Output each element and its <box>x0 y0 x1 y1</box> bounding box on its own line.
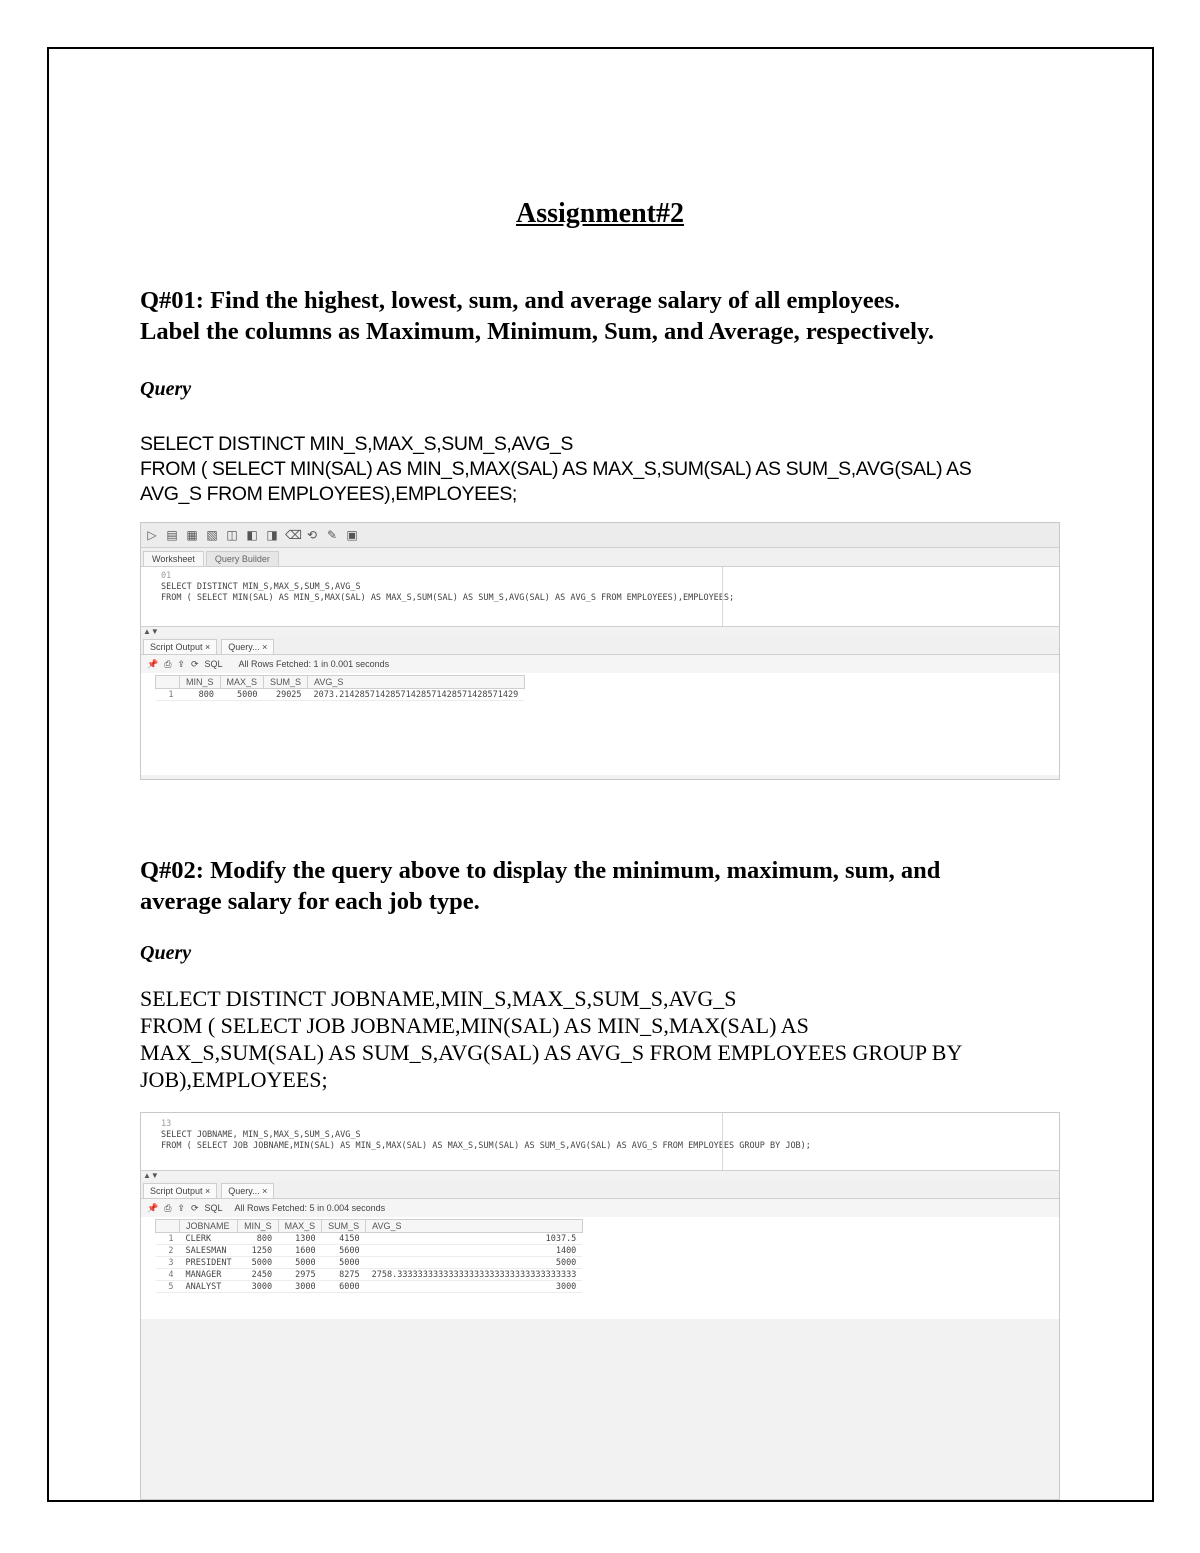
q1-screenshot <box>140 522 1060 780</box>
q2-sql-line: JOB),EMPLOYEES; <box>140 1067 328 1092</box>
line-number: 13 <box>161 1119 172 1129</box>
tab-worksheet[interactable]: Worksheet <box>143 551 204 566</box>
column-header[interactable]: MIN_S <box>238 1220 279 1233</box>
grid-cell[interactable]: 800 <box>180 689 221 701</box>
q2-query-label: Query <box>140 942 192 964</box>
code-line: FROM ( SELECT MIN(SAL) AS MIN_S,MAX(SAL) AS MAX_S,SUM(SAL) AS SUM_S,AVG(SAL) AS AVG_S FROM EMPLOYEES),EMPLOYEES; <box>161 593 735 603</box>
q1-result-status-bar <box>141 655 1059 673</box>
grid-header-row <box>156 1220 583 1233</box>
line-number: 01 <box>161 571 172 581</box>
grid-cell[interactable]: 3000 <box>278 1281 322 1293</box>
q2-sql-line: SELECT DISTINCT JOBNAME,MIN_S,MAX_S,SUM_S,AVG_S <box>140 986 737 1011</box>
refresh-icon[interactable]: ⟳ <box>190 658 199 669</box>
clear-icon[interactable]: ⌫ <box>285 528 302 542</box>
column-header[interactable]: MAX_S <box>278 1220 322 1233</box>
format-icon[interactable]: ✎ <box>326 528 338 542</box>
grid-cell[interactable]: 1250 <box>238 1245 279 1257</box>
row-number: 5 <box>156 1281 180 1293</box>
q2-result-status-bar <box>141 1199 1059 1217</box>
q1-output-tabs <box>141 637 1059 655</box>
tab-query-builder[interactable]: Query Builder <box>206 551 279 566</box>
refresh-icon[interactable]: ⟳ <box>190 1202 199 1213</box>
table-row[interactable] <box>156 1257 583 1269</box>
q2-question-line2: average salary for each job type. <box>140 888 480 915</box>
grid-cell[interactable]: 5000 <box>322 1257 366 1269</box>
row-number: 4 <box>156 1269 180 1281</box>
export-icon[interactable]: ⇪ <box>177 658 185 669</box>
q2-result-grid <box>141 1217 1059 1319</box>
grid-cell[interactable]: 2975 <box>278 1269 322 1281</box>
q1-sql-line: AVG_S FROM EMPLOYEES),EMPLOYEES; <box>140 483 517 505</box>
tab-script-output[interactable]: Script Output × <box>143 639 217 654</box>
q2-question-line1: Q#02: Modify the query above to display the minimum, maximum, sum, and <box>140 857 941 884</box>
grid-cell[interactable]: 1300 <box>278 1233 322 1245</box>
q1-sql <box>140 432 1060 507</box>
q1-result-grid <box>141 673 1059 775</box>
q2-sql <box>140 985 1060 1093</box>
q2-output-tabs <box>141 1181 1059 1199</box>
explain-icon[interactable]: ◫ <box>226 528 238 542</box>
commit-icon[interactable]: ▦ <box>186 528 198 542</box>
grid-cell[interactable]: 1600 <box>278 1245 322 1257</box>
pin-icon[interactable]: 📌 <box>147 658 159 669</box>
console-icon[interactable]: ▣ <box>346 528 358 542</box>
splitter-arrows-icon[interactable]: ▲▼ <box>143 1171 159 1180</box>
autotrace-icon[interactable]: ◧ <box>246 528 258 542</box>
table-row[interactable] <box>156 689 525 701</box>
row-number: 1 <box>156 1233 180 1245</box>
editor-margin-line <box>722 1113 723 1170</box>
grid-cell[interactable]: CLERK <box>180 1233 238 1245</box>
grid-cell[interactable]: 1037.5 <box>366 1233 583 1245</box>
grid-cell[interactable]: 4150 <box>322 1233 366 1245</box>
grid-cell[interactable]: 5000 <box>278 1257 322 1269</box>
sql-tuning-icon[interactable]: ◨ <box>266 528 278 542</box>
table-row[interactable] <box>156 1245 583 1257</box>
rollback-icon[interactable]: ▧ <box>206 528 218 542</box>
editor-margin-line <box>722 567 723 626</box>
grid-cell[interactable]: 5600 <box>322 1245 366 1257</box>
run-icon[interactable]: ▷ <box>147 528 157 542</box>
grid-header-row <box>156 676 525 689</box>
q2-result-table <box>155 1219 583 1293</box>
q2-sql-line: FROM ( SELECT JOB JOBNAME,MIN(SAL) AS MIN_S,MAX(SAL) AS <box>140 1013 809 1038</box>
grid-cell[interactable]: 3000 <box>366 1281 583 1293</box>
run-script-icon[interactable]: ▤ <box>166 528 178 542</box>
column-header[interactable]: JOBNAME <box>180 1220 238 1233</box>
row-number: 1 <box>156 689 180 701</box>
grid-cell[interactable]: PRESIDENT <box>180 1257 238 1269</box>
grid-cell[interactable]: 29025 <box>264 689 308 701</box>
grid-cell[interactable]: ANALYST <box>180 1281 238 1293</box>
grid-cell[interactable]: 5000 <box>220 689 264 701</box>
grid-cell[interactable]: 6000 <box>322 1281 366 1293</box>
row-number-header <box>156 676 180 689</box>
print-icon[interactable]: ⎙ <box>164 1202 172 1213</box>
column-header[interactable]: MAX_S <box>220 676 264 689</box>
export-icon[interactable]: ⇪ <box>177 1202 185 1213</box>
q2-screenshot <box>140 1112 1060 1500</box>
history-icon[interactable]: ⟲ <box>306 528 318 542</box>
print-icon[interactable]: ⎙ <box>164 658 172 669</box>
code-line: FROM ( SELECT JOB JOBNAME,MIN(SAL) AS MIN_S,MAX(SAL) AS MAX_S,SUM(SAL) AS SUM_S,AVG(SAL) AS AVG_S FROM EMPLOYEES GROUP BY JOB); <box>161 1141 811 1151</box>
q1-sql-line: SELECT DISTINCT MIN_S,MAX_S,SUM_S,AVG_S <box>140 433 574 455</box>
splitter-arrows-icon[interactable]: ▲▼ <box>143 627 159 636</box>
q1-question-line1: Q#01: Find the highest, lowest, sum, and average salary of all employees. <box>140 287 901 314</box>
grid-cell[interactable]: 2073.21428571428571428571428571428571429 <box>308 689 525 701</box>
q2-question <box>140 855 1060 917</box>
column-header[interactable]: SUM_S <box>322 1220 366 1233</box>
column-header[interactable]: AVG_S <box>366 1220 583 1233</box>
code-line: SELECT DISTINCT MIN_S,MAX_S,SUM_S,AVG_S <box>161 582 361 592</box>
q2-sql-line: MAX_S,SUM(SAL) AS SUM_S,AVG(SAL) AS AVG_S FROM EMPLOYEES GROUP BY <box>140 1040 963 1065</box>
column-header[interactable]: AVG_S <box>308 676 525 689</box>
column-header[interactable]: MIN_S <box>180 676 221 689</box>
sql-label[interactable]: SQL <box>204 1203 223 1213</box>
q1-query-label: Query <box>140 378 192 400</box>
line-number-row <box>141 1119 1059 1130</box>
table-row[interactable] <box>156 1281 583 1293</box>
table-row[interactable] <box>156 1233 583 1245</box>
row-number: 2 <box>156 1245 180 1257</box>
tab-query-result[interactable]: Query... × <box>221 639 274 654</box>
code-line: SELECT JOBNAME, MIN_S,MAX_S,SUM_S,AVG_S <box>161 1130 361 1140</box>
pin-icon[interactable]: 📌 <box>147 1202 159 1213</box>
sql-label[interactable]: SQL <box>204 659 223 669</box>
grid-cell[interactable]: SALESMAN <box>180 1245 238 1257</box>
q1-toolbar <box>141 523 1059 548</box>
q1-editor[interactable] <box>141 567 1059 627</box>
grid-cell[interactable]: 5000 <box>366 1257 583 1269</box>
table-row[interactable] <box>156 1269 583 1281</box>
fetch-status: All Rows Fetched: 1 in 0.001 seconds <box>238 659 390 669</box>
grid-cell[interactable]: 2450 <box>238 1269 279 1281</box>
q1-sql-line: FROM ( SELECT MIN(SAL) AS MIN_S,MAX(SAL) AS MAX_S,SUM(SAL) AS SUM_S,AVG(SAL) AS <box>140 458 972 480</box>
fetch-status: All Rows Fetched: 5 in 0.004 seconds <box>234 1203 386 1213</box>
grid-cell[interactable]: 3000 <box>238 1281 279 1293</box>
q1-question <box>140 285 1060 347</box>
row-number-header <box>156 1220 180 1233</box>
grid-cell[interactable]: MANAGER <box>180 1269 238 1281</box>
q2-editor[interactable] <box>141 1113 1059 1171</box>
grid-cell[interactable]: 5000 <box>238 1257 279 1269</box>
q1-question-line2: Label the columns as Maximum, Minimum, Sum, and Average, respectively. <box>140 318 934 345</box>
column-header[interactable]: SUM_S <box>264 676 308 689</box>
q1-result-table <box>155 675 525 701</box>
tab-query-result[interactable]: Query... × <box>221 1183 274 1198</box>
tab-script-output[interactable]: Script Output × <box>143 1183 217 1198</box>
q1-editor-tabs <box>141 548 1059 567</box>
grid-cell[interactable]: 2758.33333333333333333333333333333333333 <box>366 1269 583 1281</box>
grid-cell[interactable]: 8275 <box>322 1269 366 1281</box>
grid-cell[interactable]: 800 <box>238 1233 279 1245</box>
grid-cell[interactable]: 1400 <box>366 1245 583 1257</box>
page-title: Assignment#2 <box>515 198 684 229</box>
row-number: 3 <box>156 1257 180 1269</box>
